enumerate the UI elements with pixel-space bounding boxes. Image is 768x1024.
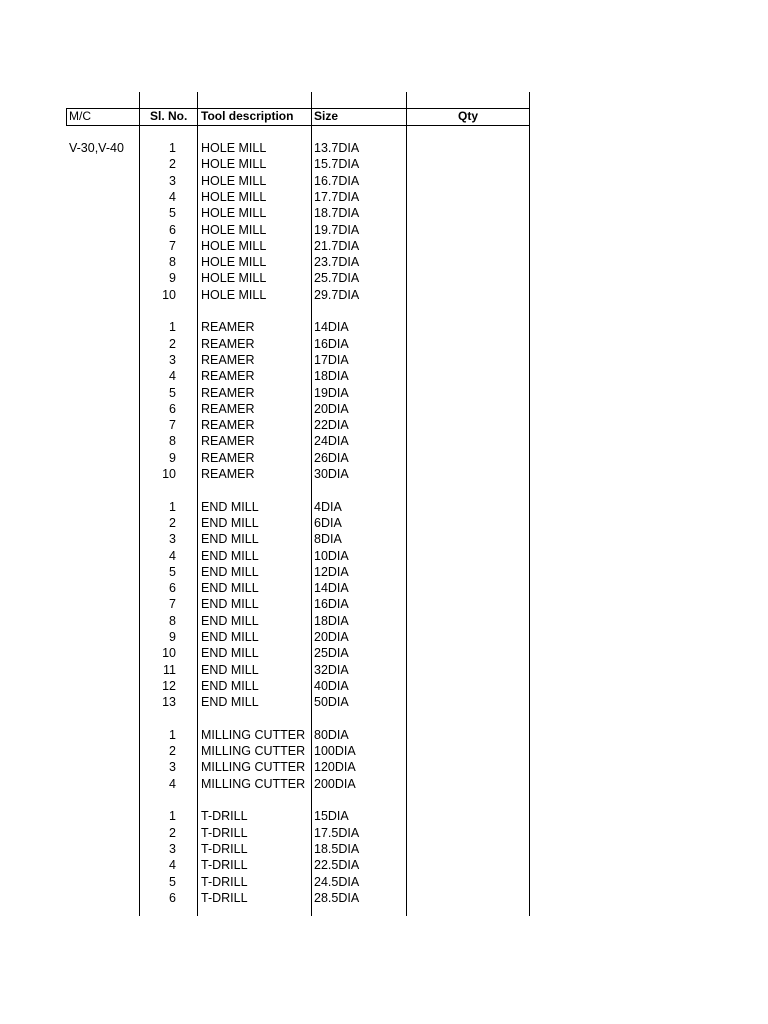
tool-description: END MILL [201,678,259,693]
tool-description: END MILL [201,581,259,596]
tool-description: T-DRILL [201,825,248,840]
tool-size: 20DIA [314,401,349,416]
header-size: Size [314,109,339,123]
tool-size: 20DIA [314,630,349,644]
tool-size: 30DIA [314,467,349,481]
tool-size: 120DIA [314,760,356,775]
tool-size: 17DIA [314,352,349,367]
serial-number: 5 [169,385,176,400]
tool-size: 18.7DIA [314,206,360,221]
tool-size: 8DIA [314,532,342,547]
tool-description: END MILL [201,662,259,677]
serial-number: 8 [169,613,176,628]
tool-description: MILLING CUTTER [201,760,306,775]
serial-number: 6 [169,890,176,905]
tool-size: 28.5DIA [314,890,360,905]
tool-description: HOLE MILL [201,222,267,237]
column-divider [406,92,407,916]
serial-number: 3 [169,173,176,188]
serial-number: 1 [169,499,176,514]
tool-description: END MILL [201,564,259,579]
tool-size: 80DIA [314,727,349,742]
tool-description: HOLE MILL [201,173,267,188]
column-divider [197,92,198,916]
tool-description: END MILL [201,597,259,612]
tool-size: 16.7DIA [314,173,360,188]
tool-size: 19.7DIA [314,222,360,237]
serial-number: 8 [169,434,176,449]
tool-size: 29.7DIA [314,287,360,302]
serial-number: 10 [162,646,176,661]
tool-size: 50DIA [314,695,349,710]
tool-description: MILLING CUTTER [201,727,306,742]
tool-description: END MILL [201,532,259,547]
header-bottom-border [66,125,530,126]
tool-size: 25DIA [314,646,349,661]
tool-description: REAMER [201,320,255,335]
tool-size: 10DIA [314,548,349,563]
tool-description: REAMER [201,434,255,449]
serial-number: 10 [162,287,176,302]
serial-number: 3 [169,532,176,547]
serial-number: 3 [169,352,176,367]
serial-number: 6 [169,401,176,416]
serial-number: 5 [169,874,176,889]
tool-description: T-DRILL [201,809,248,824]
tool-description: HOLE MILL [201,238,267,253]
machine-label: V-30,V-40 [69,141,124,155]
tool-size: 26DIA [314,450,349,465]
serial-number: 7 [169,597,176,612]
tool-size: 25.7DIA [314,271,360,286]
tool-size: 17.5DIA [314,825,360,840]
serial-number: 1 [169,727,176,742]
serial-number: 4 [169,369,176,384]
tool-size: 12DIA [314,564,349,579]
column-divider [139,92,140,916]
tool-size: 22.5DIA [314,858,360,873]
tool-description: T-DRILL [201,874,248,889]
tool-description: END MILL [201,515,259,530]
serial-number: 2 [169,515,176,530]
tool-description: T-DRILL [201,890,248,905]
serial-number: 1 [169,320,176,335]
serial-number: 3 [169,841,176,856]
serial-number: 1 [169,141,176,155]
tool-description: MILLING CUTTER [201,744,306,759]
serial-number: 10 [162,467,176,481]
serial-number: 5 [169,206,176,221]
tool-size: 18DIA [314,369,349,384]
serial-number: 2 [169,744,176,759]
serial-number: 7 [169,418,176,433]
serial-number: 4 [169,548,176,563]
tool-description: REAMER [201,352,255,367]
tool-description: HOLE MILL [201,141,267,155]
tool-size: 24.5DIA [314,874,360,889]
tool-size: 19DIA [314,385,349,400]
serial-number: 5 [169,564,176,579]
serial-number: 4 [169,189,176,204]
tool-size: 24DIA [314,434,349,449]
tool-size: 13.7DIA [314,141,360,155]
tool-size: 15.7DIA [314,157,360,172]
column-divider [529,92,530,916]
serial-number: 13 [162,695,176,710]
serial-number: 6 [169,222,176,237]
tool-size: 14DIA [314,320,349,335]
tool-size: 16DIA [314,597,349,612]
tool-description: REAMER [201,369,255,384]
tool-size: 22DIA [314,418,349,433]
serial-number: 7 [169,238,176,253]
tool-description: HOLE MILL [201,287,267,302]
serial-number: 2 [169,157,176,172]
header-qty: Qty [457,109,478,123]
header-mc: M/C [69,109,91,123]
tool-size: 18.5DIA [314,841,360,856]
tool-description: MILLING CUTTER [201,776,306,791]
tool-size: 15DIA [314,809,349,824]
tool-size: 4DIA [314,499,342,514]
serial-number: 9 [169,271,176,286]
column-divider [66,108,67,126]
tool-size: 40DIA [314,678,349,693]
tool-description: REAMER [201,418,255,433]
tool-size: 200DIA [314,776,356,791]
tool-description: REAMER [201,336,255,351]
tool-size: 23.7DIA [314,255,360,270]
serial-number: 8 [169,255,176,270]
tool-description: END MILL [201,499,259,514]
tool-size: 14DIA [314,581,349,596]
column-divider [311,92,312,916]
serial-number: 12 [162,678,176,693]
tool-description: HOLE MILL [201,206,267,221]
tool-size: 6DIA [314,515,342,530]
tool-description: END MILL [201,695,259,710]
tool-description: END MILL [201,630,259,644]
tool-description: REAMER [201,450,255,465]
serial-number: 9 [169,630,176,644]
tool-description: END MILL [201,548,259,563]
serial-number: 1 [169,809,176,824]
tool-description: END MILL [201,613,259,628]
tool-size: 18DIA [314,613,349,628]
tool-size: 16DIA [314,336,349,351]
tool-size: 100DIA [314,744,356,759]
tool-description: HOLE MILL [201,255,267,270]
serial-number: 6 [169,581,176,596]
header-tool-description: Tool description [201,109,294,123]
header-sl-no: Sl. No. [150,109,188,123]
tool-description: REAMER [201,401,255,416]
tool-size: 32DIA [314,662,349,677]
tool-size: 17.7DIA [314,189,360,204]
serial-number: 3 [169,760,176,775]
tool-description: END MILL [201,646,259,661]
tool-description: T-DRILL [201,858,248,873]
tool-description: T-DRILL [201,841,248,856]
tool-size: 21.7DIA [314,238,360,253]
serial-number: 11 [163,662,176,677]
tool-description: HOLE MILL [201,271,267,286]
serial-number: 4 [169,858,176,873]
serial-number: 9 [169,450,176,465]
serial-number: 4 [169,776,176,791]
tool-description: REAMER [201,467,255,481]
tool-description: HOLE MILL [201,157,267,172]
serial-number: 2 [169,336,176,351]
tool-description: HOLE MILL [201,189,267,204]
serial-number: 2 [169,825,176,840]
tool-description: REAMER [201,385,255,400]
